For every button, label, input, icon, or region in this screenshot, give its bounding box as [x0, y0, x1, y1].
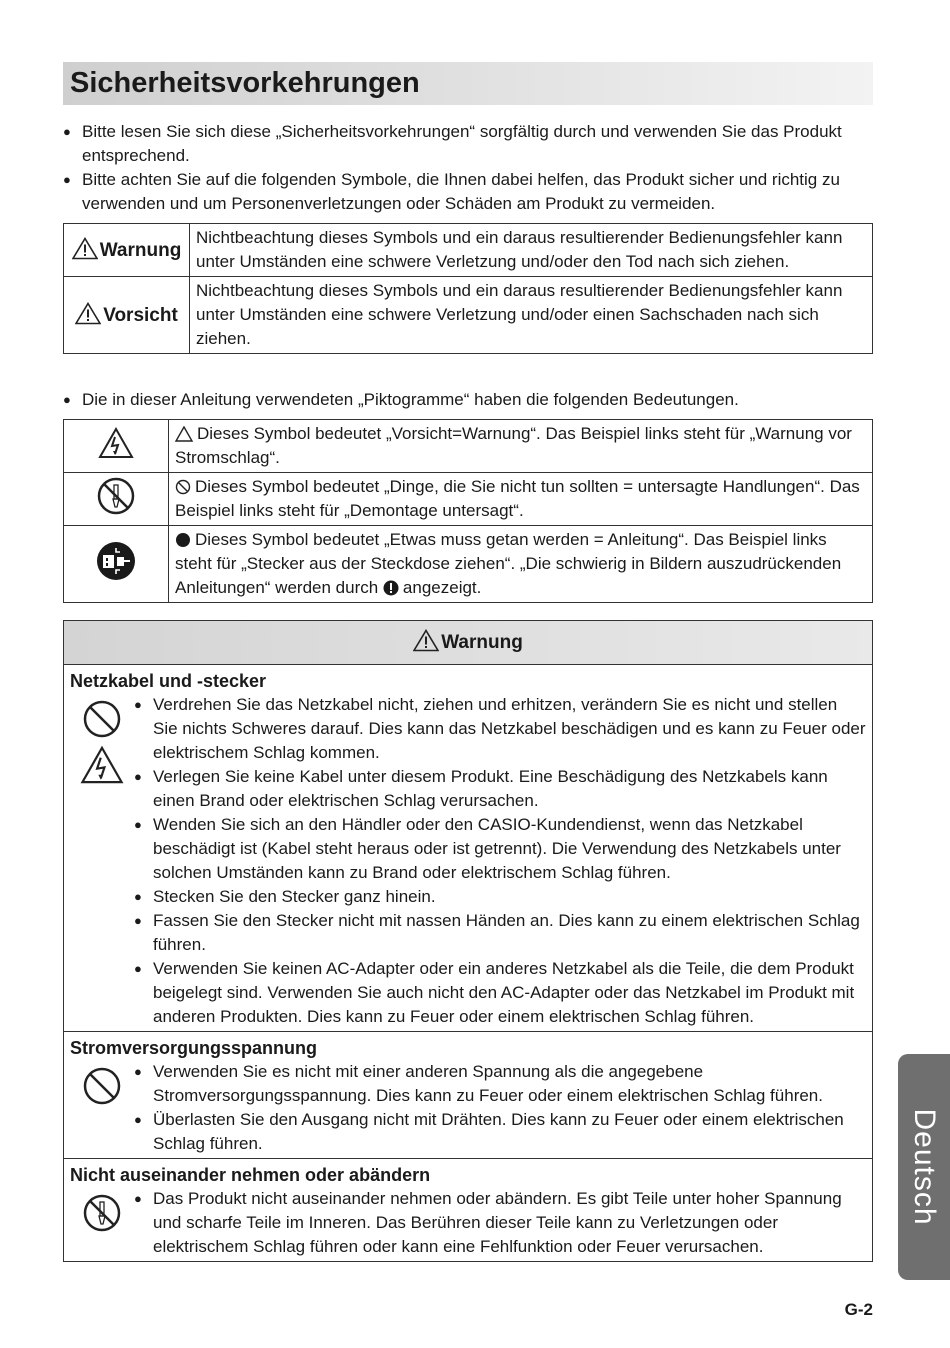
- section-bullet-list: [134, 1060, 866, 1156]
- section-body: [70, 693, 866, 1029]
- legend-label-warning: [64, 224, 190, 277]
- symbol-legend-table: [63, 223, 873, 354]
- prohibition-icon: [82, 1066, 122, 1106]
- page-title: Sicherheitsvorkehrungen: [63, 62, 873, 105]
- pictogram-text: Dieses Symbol bedeutet „Dinge, die Sie nicht tun sollten = untersagte Handlungen“. Das Beispiel links steht für „Demontage untersagt“.: [175, 477, 860, 520]
- warning-triangle-icon: [413, 629, 439, 652]
- intro-bullet: ● Bitte lesen Sie sich diese „Sicherheitsvorkehrungen“ sorgfältig durch und verwenden Sie das Produkt entsprechend.: [63, 120, 873, 168]
- pictogram-text: angezeigt.: [402, 578, 482, 597]
- page-number: G-2: [844, 1300, 873, 1319]
- triangle-symbol-icon: [175, 426, 193, 442]
- pictogram-description: [169, 473, 873, 526]
- no-disassembly-icon: [82, 1193, 122, 1233]
- pictogram-table: [63, 419, 873, 603]
- list-item: ● Fassen Sie den Stecker nicht mit nassen Händen an. Dies kann zu einem elektrischen Schlag führen.: [134, 909, 866, 957]
- pictogram-description: [169, 526, 873, 603]
- section-no-disassembly: [64, 1159, 872, 1261]
- legend-row-warning: [64, 224, 873, 277]
- section-bullet-list: [134, 1187, 866, 1259]
- section-title: Nicht auseinander nehmen oder abändern: [70, 1165, 431, 1185]
- list-item: ● Überlasten Sie den Ausgang nicht mit Drähten. Dies kann zu Feuer oder einem elektrischen Schlag führen.: [134, 1108, 866, 1156]
- list-item: ● Verdrehen Sie das Netzkabel nicht, ziehen und erhitzen, verändern Sie es nicht und stellen Sie nichts Schweres darauf. Dies kann das Netzkabel beschädigen und es kann zu Feuer oder elektrischem Schlag kommen.: [134, 693, 866, 765]
- language-tab: [898, 1054, 950, 1280]
- intro-list: [63, 120, 873, 216]
- list-item: ● Verwenden Sie keinen AC-Adapter oder ein anderes Netzkabel als die Teile, die dem Produkt beigelegt sind. Verwenden Sie auch nicht den AC-Adapter oder das Netzkabel im Produkt mit anderen Produkten. Dies kann zu Feuer oder einem elektrischen Schlag führen.: [134, 957, 866, 1029]
- list-item: ● Verwenden Sie es nicht mit einer anderen Spannung als die angegebene Stromversorgungsspannung. Dies kann zu Feuer oder einem elektrischen Schlag führen.: [134, 1060, 866, 1108]
- section-icons: [70, 1187, 134, 1259]
- pictogram-intro: ● Die in dieser Anleitung verwendeten „Piktogramme“ haben die folgenden Bedeutungen.: [63, 388, 892, 412]
- warning-triangle-icon: [75, 302, 101, 325]
- section-bullet-list: [134, 693, 866, 1029]
- warning-box: [63, 620, 873, 1262]
- legend-label-caution: [64, 277, 190, 354]
- pictogram-icon-cell: [64, 473, 169, 526]
- warning-box-header: [64, 621, 872, 665]
- legend-row-caution: [64, 277, 873, 354]
- legend-label-text: Vorsicht: [103, 305, 178, 326]
- section-icons: [70, 693, 134, 1029]
- list-item: ● Stecken Sie den Stecker ganz hinein.: [134, 885, 866, 909]
- section-body: [70, 1060, 866, 1156]
- section-body: [70, 1187, 866, 1259]
- section-icons: [70, 1060, 134, 1156]
- unplug-icon: [95, 540, 137, 582]
- exclamation-circle-icon: [383, 580, 399, 596]
- list-item: ● Das Produkt nicht auseinander nehmen oder abändern. Es gibt Teile unter hoher Spannung und scharfe Teile im Inneren. Das Berühren dieser Teile kann zu Verletzungen oder elektrischem Schlag führen oder kann eine Fehlfunktion oder Feuer verursachen.: [134, 1187, 866, 1259]
- pictogram-icon-cell: [64, 526, 169, 603]
- legend-description: Nichtbeachtung dieses Symbols und ein daraus resultierender Bedienungsfehler kann unter Umständen eine schwere Verletzung und/oder den Tod nach sich ziehen.: [190, 224, 873, 277]
- section-title: Stromversorgungsspannung: [70, 1038, 318, 1058]
- pictogram-description: [169, 420, 873, 473]
- legend-label-text: Warnung: [99, 240, 182, 261]
- prohibition-icon: [82, 699, 122, 739]
- no-disassembly-icon: [96, 476, 136, 516]
- section-title: Netzkabel und -stecker: [70, 671, 267, 691]
- language-tab-label: Deutsch: [908, 1108, 941, 1226]
- pictogram-row: [64, 473, 873, 526]
- prohibition-symbol-icon: [175, 479, 191, 495]
- warning-box-title: Warnung: [441, 632, 523, 653]
- black-circle-symbol-icon: [175, 532, 191, 548]
- list-item: ● Wenden Sie sich an den Händler oder den CASIO-Kundendienst, wenn das Netzkabel beschädigt ist (Kabel steht heraus oder ist getrennt). Die Verwendung des Netzkabels unter solchen Umständen kann zu Brand oder elektrischem Schlag führen.: [134, 813, 866, 885]
- list-item: ● Verlegen Sie keine Kabel unter diesem Produkt. Eine Beschädigung des Netzkabels kann einen Brand oder elektrischen Schlag verursachen.: [134, 765, 866, 813]
- legend-description: Nichtbeachtung dieses Symbols und ein daraus resultierender Bedienungsfehler kann unter Umständen eine schwere Verletzung und/oder einen Sachschaden nach sich ziehen.: [190, 277, 873, 354]
- electric-shock-warning-icon: [98, 427, 134, 459]
- warning-triangle-icon: [72, 237, 98, 260]
- section-supply-voltage: [64, 1032, 872, 1159]
- electric-shock-warning-icon: [80, 745, 124, 785]
- intro-bullet: ● Bitte achten Sie auf die folgenden Symbole, die Ihnen dabei helfen, das Produkt sicher und richtig zu verwenden und um Personenverletzungen oder Schäden am Produkt zu vermeiden.: [63, 168, 873, 216]
- pictogram-text: Dieses Symbol bedeutet „Vorsicht=Warnung“. Das Beispiel links steht für „Warnung vor Stromschlag“.: [175, 424, 852, 467]
- pictogram-icon-cell: [64, 420, 169, 473]
- pictogram-row: [64, 420, 873, 473]
- section-power-cord: [64, 665, 872, 1032]
- pictogram-row: [64, 526, 873, 603]
- pictogram-text: Dieses Symbol bedeutet „Etwas muss getan werden = Anleitung“. Das Beispiel links steht für „Stecker aus der Steckdose ziehen“. „Die schwierig in Bildern auszudrückenden Anleitungen“ werden durch: [175, 530, 842, 597]
